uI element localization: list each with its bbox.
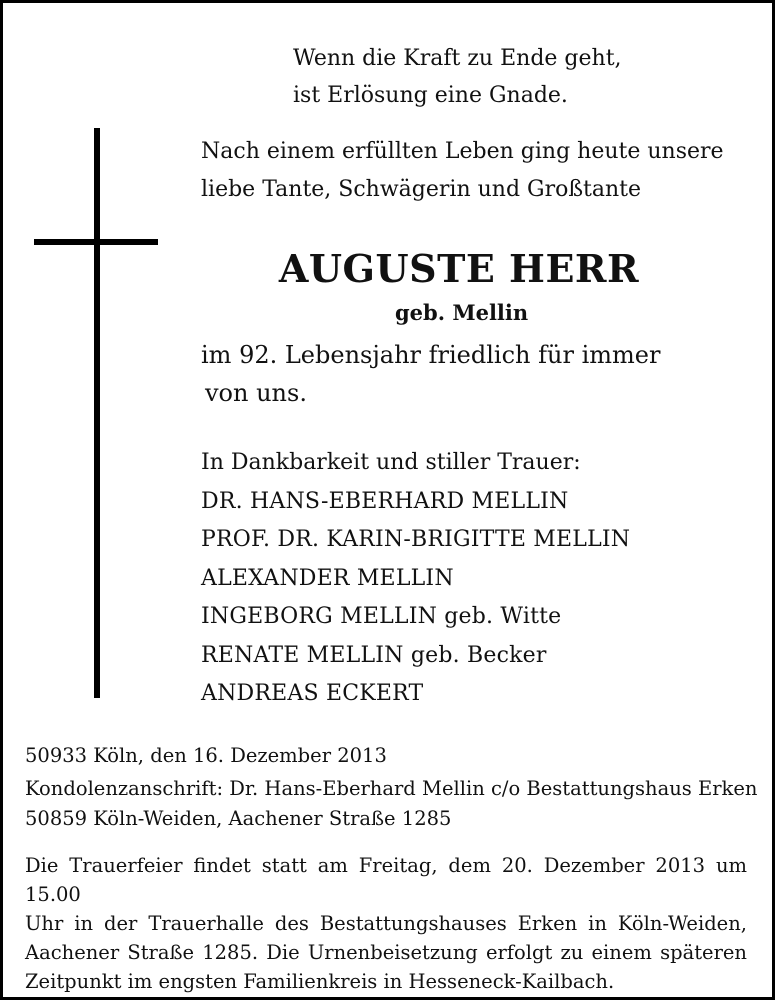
intro-line-1: Nach einem erfüllten Leben ging heute unsere	[201, 139, 724, 164]
funeral-notice-line: Zeitpunkt im engsten Familienkreis in Hesseneck-Kailbach.	[25, 970, 615, 993]
mourner-name: PROF. DR. KARIN-BRIGITTE MELLIN	[201, 527, 631, 552]
mourner-name: ANDREAS ECKERT	[201, 681, 424, 706]
birth-name: geb. Mellin	[395, 300, 529, 325]
mourners-list	[201, 452, 630, 722]
mourners-heading: In Dankbarkeit und stiller Trauer:	[201, 450, 581, 475]
death-line-1: im 92. Lebensjahr friedlich für immer	[201, 341, 661, 369]
mourner-name: INGEBORG MELLIN geb. Witte	[201, 604, 562, 629]
cross-horizontal-bar	[34, 239, 158, 245]
mourner-name: ALEXANDER MELLIN	[201, 565, 454, 591]
condolence-address-line-2: 50859 Köln-Weiden, Aachener Straße 1285	[25, 807, 452, 830]
motto-line-2: ist Erlösung eine Gnade.	[293, 83, 568, 108]
mourner-name: DR. HANS-EBERHARD MELLIN	[201, 488, 569, 514]
motto-line-1: Wenn die Kraft zu Ende geht,	[293, 46, 622, 71]
funeral-notice-line: Die Trauerfeier findet statt am Freitag, dem 20. Dezember 2013 um 15.00	[25, 854, 747, 906]
funeral-notice-line: Uhr in der Trauerhalle des Bestattungshauses Erken in Köln-Weiden,	[25, 912, 747, 935]
cross-vertical-bar	[94, 128, 100, 698]
intro-line-2: liebe Tante, Schwägerin und Großtante	[201, 177, 642, 202]
funeral-notice-line: Aachener Straße 1285. Die Urnenbeisetzung erfolgt zu einem späteren	[25, 941, 747, 964]
death-line-2: von uns.	[205, 379, 307, 407]
deceased-name: AUGUSTE HERR	[278, 246, 640, 291]
mourner-name: RENATE MELLIN geb. Becker	[201, 642, 547, 668]
funeral-notice	[25, 851, 747, 996]
place-date: 50933 Köln, den 16. Dezember 2013	[25, 744, 387, 767]
condolence-address-line-1: Kondolenzanschrift: Dr. Hans-Eberhard Mellin c/o Bestattungshaus Erken	[25, 777, 758, 800]
